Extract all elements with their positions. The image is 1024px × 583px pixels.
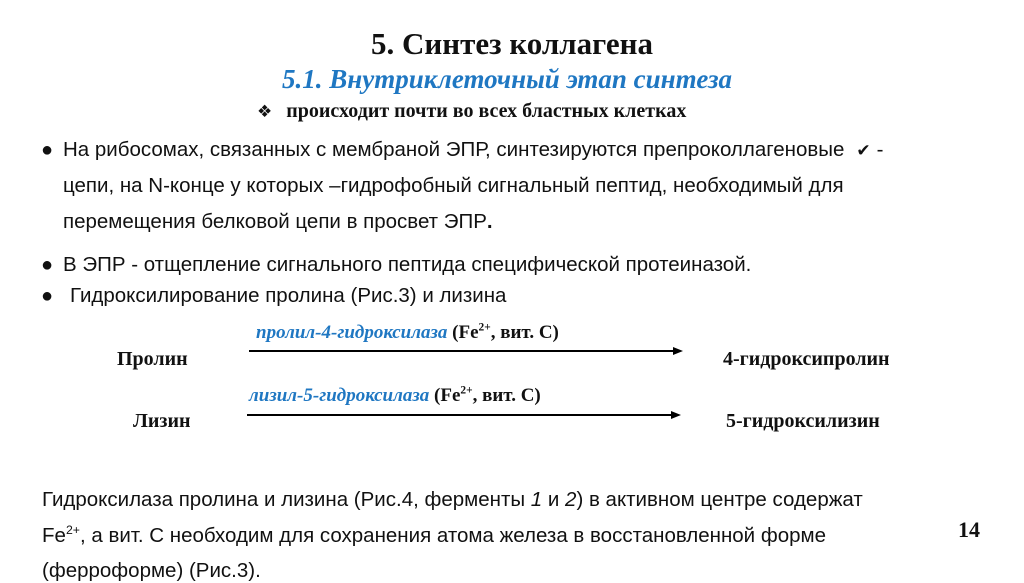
paragraph-line-2 <box>42 524 826 548</box>
reaction-2-enzyme-label <box>249 385 541 407</box>
reaction-1-enzyme: пролил-4-гидроксилаза <box>256 322 448 343</box>
reaction-1-cofactor-prefix: (Fe <box>447 322 479 343</box>
reaction-1-cofactor-suffix: , вит. С) <box>490 322 559 343</box>
bullet-1-line-1 <box>63 138 884 162</box>
bullet-1-text-3: перемещения белковой цепи в просвет ЭПР <box>63 210 487 233</box>
lead-text: происходит почти во всех бластных клетках <box>286 100 687 122</box>
reaction-2-arrow-line <box>247 414 671 416</box>
bullet-1-period: . <box>486 210 493 233</box>
reaction-1-cofactor-sup: 2+ <box>478 321 491 334</box>
arrow-right-icon <box>673 347 683 355</box>
reaction-1-product: 4-гидроксипролин <box>723 348 890 370</box>
paragraph-line-3: (ферроформе) (Рис.3). <box>42 559 261 582</box>
reaction-2-substrate: Лизин <box>133 410 191 432</box>
slide-title: 5. Синтез коллагена <box>371 26 653 61</box>
check-icon: ✔ <box>856 141 871 161</box>
bullet-dot-icon: ● <box>41 285 54 307</box>
para-1-n2: 2 <box>565 488 577 511</box>
arrow-right-icon <box>671 411 681 419</box>
para-2-a: Fe <box>42 524 66 547</box>
para-2-sup: 2+ <box>65 523 80 538</box>
para-1-c: ) в активном центре содержат <box>576 488 863 511</box>
reaction-2-cofactor-prefix: (Fe <box>429 385 461 406</box>
bullet-1-text-1: На рибосомах, связанных с мембраной ЭПР, синтезируются препроколлагеновые <box>63 138 845 161</box>
reaction-1-substrate: Пролин <box>117 348 188 370</box>
para-2-b: , а вит. С необходим для сохранения атома железа в восстановленной форме <box>79 524 826 547</box>
reaction-2-cofactor-suffix: , вит. С) <box>472 385 541 406</box>
bullet-1-line-3 <box>63 210 493 234</box>
reaction-2-enzyme: лизил-5-гидроксилаза <box>249 385 430 406</box>
slide-subtitle: 5.1. Внутриклеточный этап синтеза <box>282 64 732 94</box>
page-number: 14 <box>958 517 980 542</box>
para-1-b: и <box>542 488 566 511</box>
bullet-2-text: В ЭПР - отщепление сигнального пептида специфической протеиназой. <box>63 253 752 276</box>
bullet-1-dash: - <box>876 138 884 161</box>
diamond-bullet-icon: ❖ <box>257 102 273 122</box>
bullet-dot-icon: ● <box>41 139 54 161</box>
reaction-1-arrow-line <box>249 350 673 352</box>
paragraph-line-1 <box>42 488 863 512</box>
reaction-2-cofactor-sup: 2+ <box>460 384 473 397</box>
bullet-1-line-2: цепи, на N-конце у которых –гидрофобный сигнальный пептид, необходимый для <box>63 174 844 197</box>
para-1-n1: 1 <box>530 488 543 511</box>
bullet-dot-icon: ● <box>41 254 54 276</box>
lead-line <box>257 100 686 123</box>
reaction-1-enzyme-label <box>256 322 559 344</box>
para-1-a: Гидроксилаза пролина и лизина (Рис.4, ферменты <box>42 488 531 511</box>
bullet-3-text: Гидроксилирование пролина (Рис.3) и лизина <box>70 284 507 307</box>
reaction-2-product: 5-гидроксилизин <box>726 410 880 432</box>
